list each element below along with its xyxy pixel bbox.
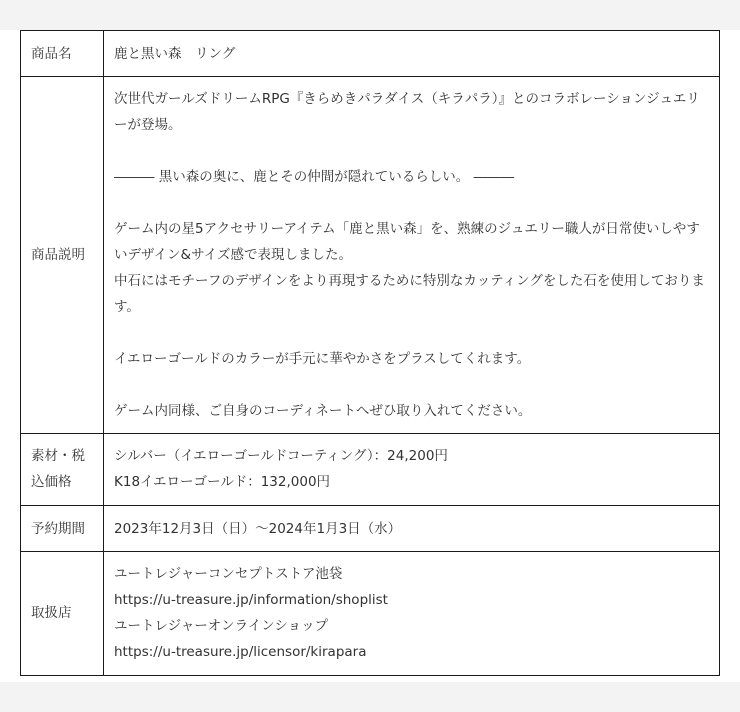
label-material-price: 素材・税 込価格 [21,434,104,506]
description-tagline: ――― 黒い森の奥に、鹿とその仲間が隠れているらしい。 ――― [114,169,515,185]
row-reservation-period [21,506,720,552]
value-material-price [104,434,720,506]
value-retailers [104,552,720,676]
shoplist-url[interactable]: https://u-treasure.jp/information/shoplist [114,592,388,608]
description-closing: ゲーム内同様、ご自身のコーディネートへぜひ取り入れてください。 [114,403,532,419]
row-material-price [21,434,720,506]
description-color: イエローゴールドのカラーが手元に華やかさをプラスしてくれます。 [114,351,531,367]
value-product-description [104,77,720,434]
value-reservation-period: 2023年12月3日（日）～2024年1月3日（水） [104,506,720,552]
label-product-name: 商品名 [21,31,104,77]
label-reservation-period: 予約期間 [21,506,104,552]
page [0,30,740,682]
label-product-description: 商品説明 [21,77,104,434]
label-retailers: 取扱店 [21,552,104,676]
store-online: ユートレジャーオンラインショップ [114,618,329,634]
row-product-name [21,31,720,77]
kirapara-url[interactable]: https://u-treasure.jp/licensor/kirapara [114,644,367,660]
row-product-description [21,77,720,434]
description-stone: 中石にはモチーフのデザインをより再現するために特別なカッティングをした石を使用しております。 [114,273,705,315]
product-spec-table [20,30,720,676]
row-retailers [21,552,720,676]
value-product-name: 鹿と黒い森 リング [104,31,720,77]
price-k18: K18イエローゴールド：132,000円 [114,474,331,490]
store-ikebukuro: ユートレジャーコンセプトストア池袋 [114,566,343,582]
description-intro: 次世代ガールズドリームRPG『きらめきパラダイス（キラパラ）』とのコラボレーションジュエリーが登場。 [114,91,700,133]
description-design: ゲーム内の星5アクセサリーアイテム「鹿と黒い森」を、熟練のジュエリー職人が日常使いしやすいデザイン&サイズ感で表現しました。 [114,221,700,263]
price-silver: シルバー（イエローゴールドコーティング）：24,200円 [114,448,448,464]
